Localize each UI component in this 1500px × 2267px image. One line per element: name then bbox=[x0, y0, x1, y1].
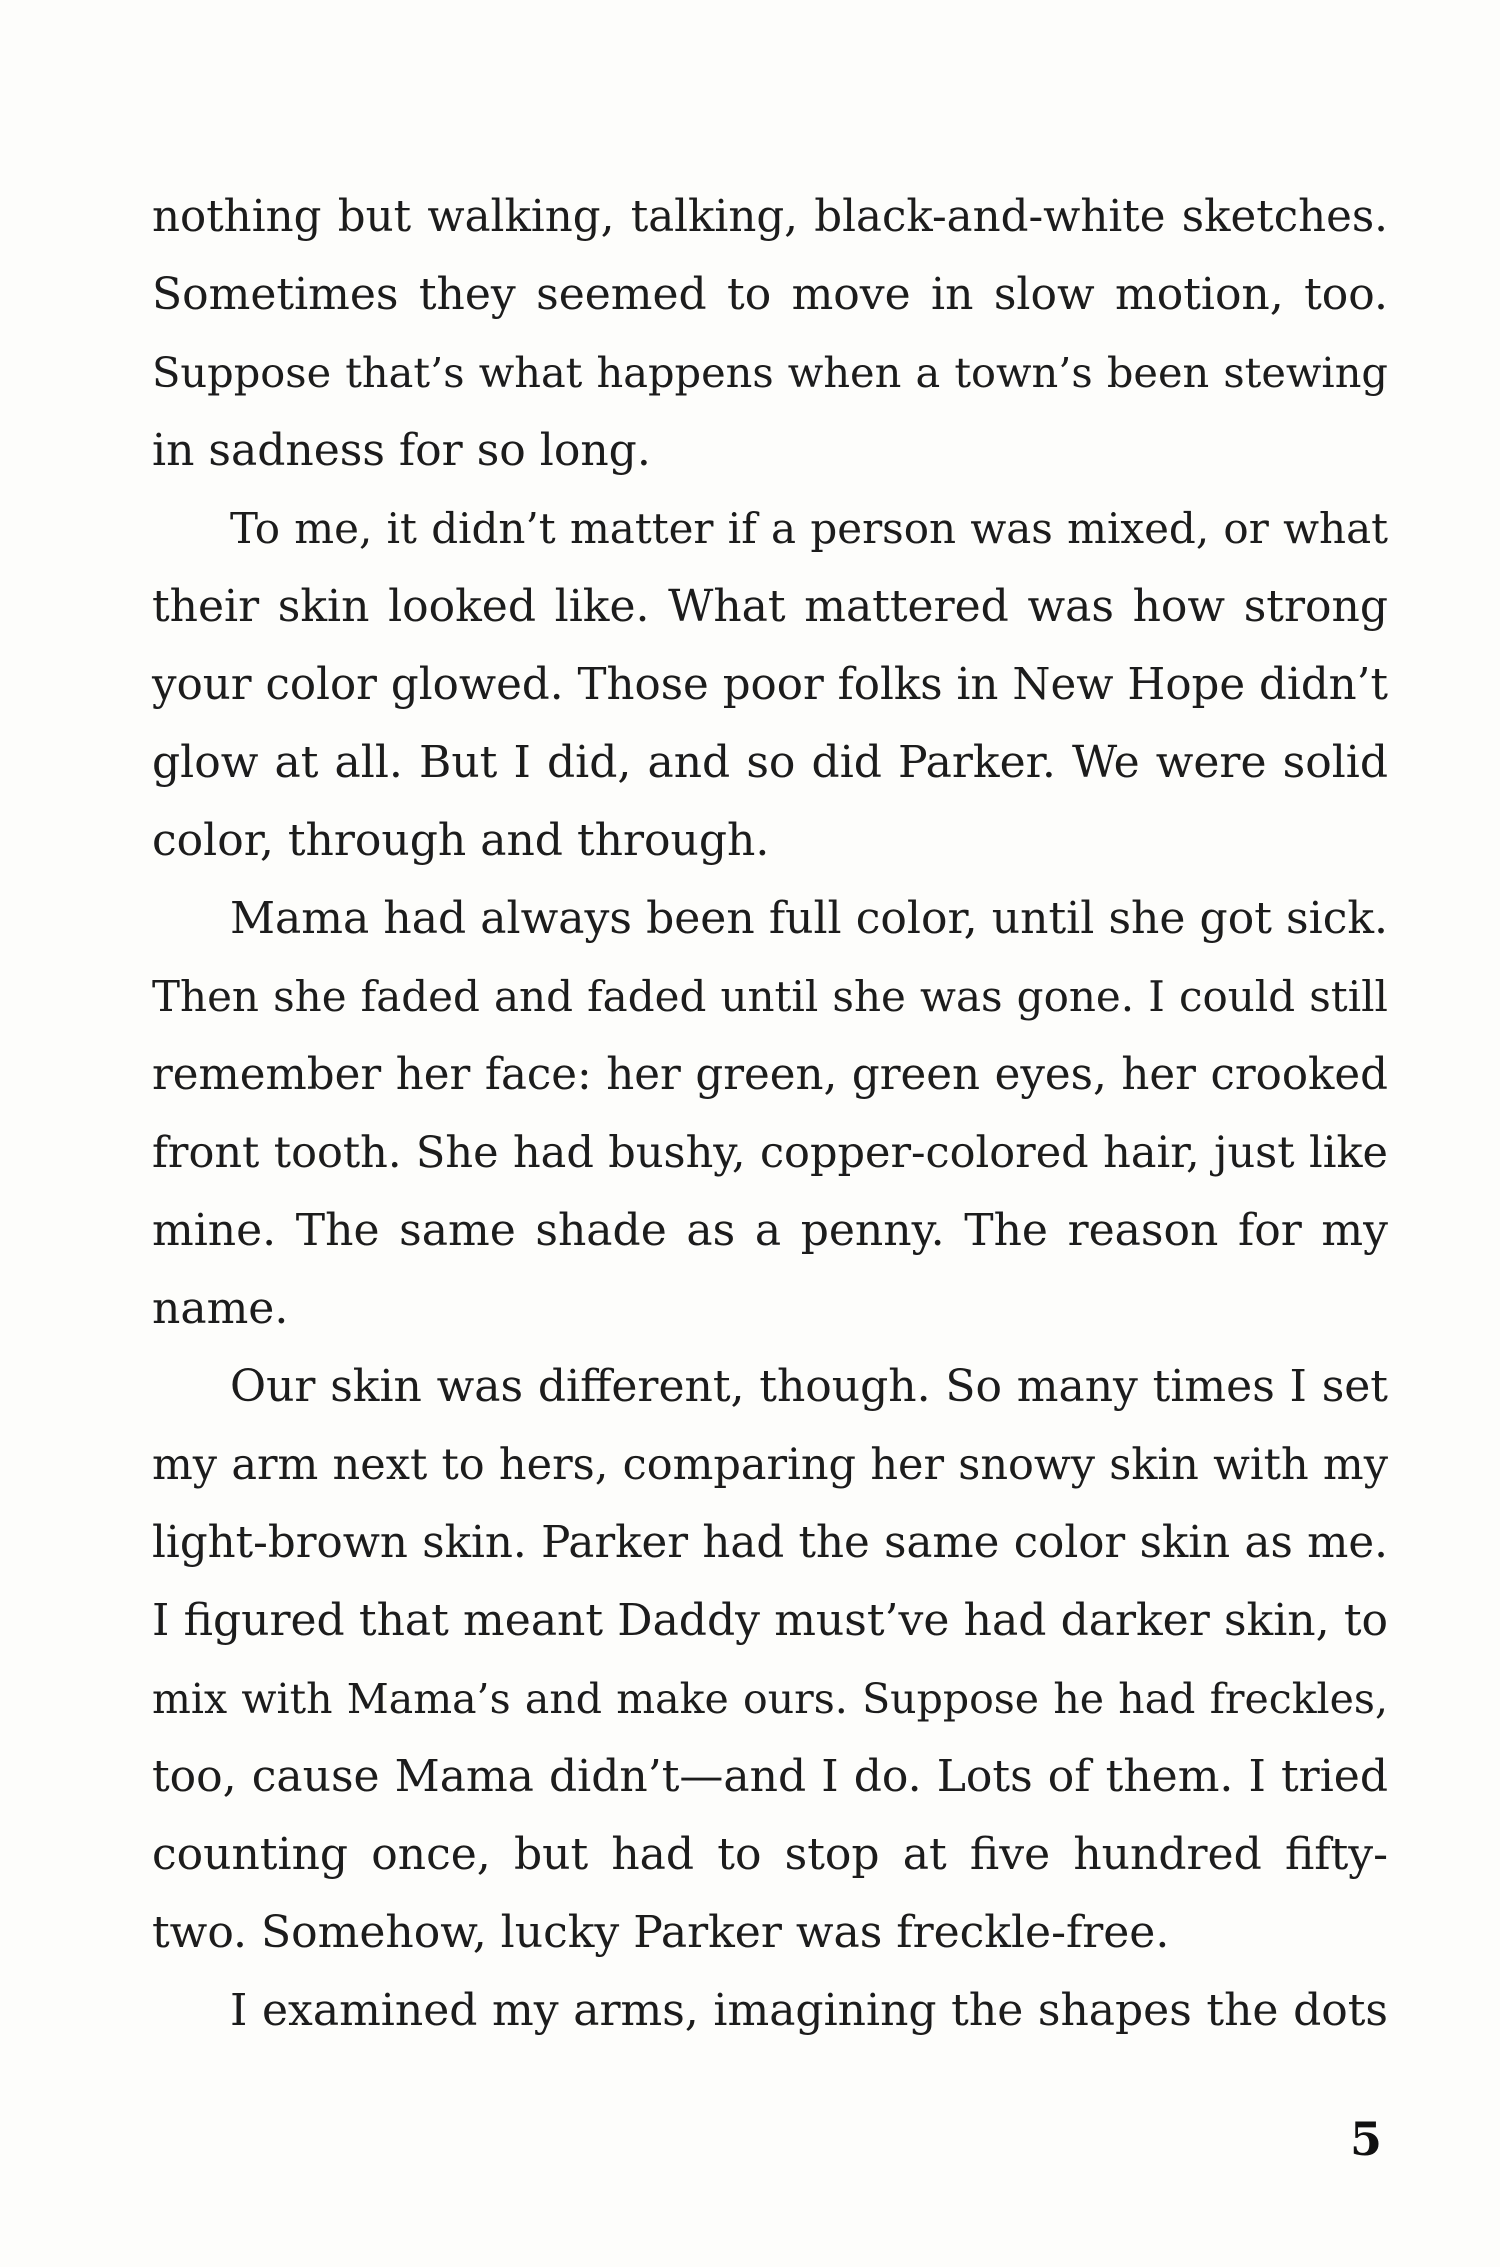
text-line: their skin looked like. What mattered was how strong bbox=[152, 581, 1388, 632]
text-line: mix with Mama’s and make ours. Suppose he had freckles, bbox=[152, 1675, 1388, 1723]
text-line: mine. The same shade as a penny. The reason for my bbox=[152, 1205, 1388, 1256]
text-line: To me, it didn’t matter if a person was mixed, or what bbox=[230, 504, 1388, 553]
text-line: color, through and through. bbox=[152, 815, 770, 866]
page-number: 5 bbox=[1349, 2112, 1382, 2166]
text-line: two. Somehow, lucky Parker was freckle-free. bbox=[152, 1907, 1170, 1958]
text-line: Sometimes they seemed to move in slow motion, too. bbox=[152, 269, 1388, 320]
text-line: name. bbox=[152, 1283, 289, 1334]
text-line: light-brown skin. Parker had the same color skin as me. bbox=[152, 1518, 1388, 1568]
text-line: I examined my arms, imagining the shapes the dots bbox=[230, 1985, 1388, 2036]
text-line: too, cause Mama didn’t—and I do. Lots of them. I tried bbox=[152, 1751, 1388, 1802]
text-line: your color glowed. Those poor folks in New Hope didn’t bbox=[152, 660, 1388, 710]
text-line: Then she faded and faded until she was gone. I could still bbox=[152, 972, 1388, 1021]
text-line: nothing but walking, talking, black-and-white sketches. bbox=[152, 192, 1388, 242]
text-line: glow at all. But I did, and so did Parker. We were solid bbox=[152, 737, 1388, 788]
text-line: front tooth. She had bushy, copper-colored hair, just like bbox=[152, 1128, 1388, 1178]
text-line: Our skin was different, though. So many times I set bbox=[230, 1361, 1388, 1412]
text-line: I figured that meant Daddy must’ve had darker skin, to bbox=[152, 1595, 1388, 1646]
text-line: Mama had always been full color, until she got sick. bbox=[230, 893, 1388, 944]
text-line: remember her face: her green, green eyes, her crooked bbox=[152, 1050, 1388, 1100]
body-text bbox=[152, 178, 1388, 2050]
text-line: Suppose that’s what happens when a town’s been stewing bbox=[152, 348, 1388, 397]
text-line: counting once, but had to stop at five hundred fifty- bbox=[152, 1829, 1388, 1880]
text-line: my arm next to hers, comparing her snowy skin with my bbox=[152, 1440, 1388, 1490]
text-line: in sadness for so long. bbox=[152, 425, 651, 476]
